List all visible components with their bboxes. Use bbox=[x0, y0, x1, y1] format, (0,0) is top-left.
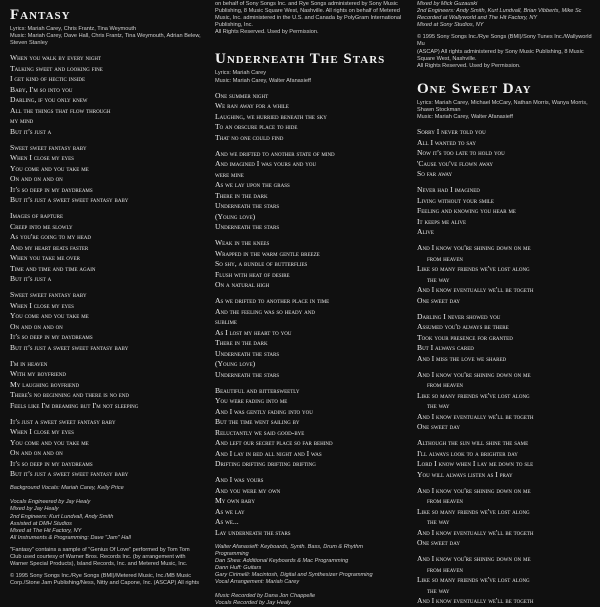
lyric-line: Sweet sweet fantasy baby bbox=[10, 290, 87, 300]
lyric-line: When you take me over bbox=[10, 253, 80, 263]
lyric-line: That no one could find bbox=[215, 132, 284, 142]
lyric-line: Underneath the stars bbox=[215, 369, 280, 379]
lyric-line: As we lay upon the grass bbox=[215, 180, 290, 190]
lyric-line: But I always cared bbox=[417, 343, 474, 353]
lyric-line: But the time went sailing by bbox=[215, 417, 300, 427]
lyric-line: Talking sweet and looking fine bbox=[10, 63, 103, 73]
lyric-stanza bbox=[10, 359, 202, 412]
lyric-line: And I know eventually we'll be togeth bbox=[417, 596, 534, 606]
lyric-line: But it's just a sweet sweet fantasy baby bbox=[10, 342, 129, 352]
lyric-line: When you walk by every night bbox=[10, 53, 102, 63]
lyric-stanza bbox=[10, 53, 202, 137]
lyric-line: And you were my own bbox=[215, 485, 281, 495]
lyric-line: There's no beginning and there is no end bbox=[10, 390, 130, 400]
songwriter-credits: Lyrics: Mariah Carey, Chris Frantz, Tina Weymouth Music: Mariah Carey, Dave Hall, Chris Frantz, Tina Weymouth, Adrian Belew, Steven Stanley bbox=[10, 26, 201, 47]
lyric-line: There in the dark bbox=[215, 190, 268, 200]
lyric-line: My own baby bbox=[215, 496, 255, 506]
lyric-stanza bbox=[417, 554, 600, 607]
lyric-line: I get kind of hectic inside bbox=[10, 74, 86, 84]
lyric-line: As we... bbox=[215, 517, 239, 527]
lyrics bbox=[215, 91, 405, 539]
lyric-line: And I was gently fading into you bbox=[215, 406, 313, 416]
lyric-line: Sorry I never told you bbox=[417, 127, 486, 137]
lyric-line: And I know eventually we'll be togeth bbox=[417, 285, 534, 295]
lyric-line: And I know you're shining down on me bbox=[417, 554, 531, 564]
lyric-line: Wrapped in the warm gentle breeze bbox=[215, 248, 320, 258]
lyric-line: When I close my eyes bbox=[10, 427, 74, 437]
lyric-stanza bbox=[215, 475, 405, 538]
lyric-line: from heaven bbox=[427, 253, 463, 263]
lyric-line: Darling, if you only knew bbox=[10, 95, 88, 105]
lyric-line: Never had I imagined bbox=[417, 185, 480, 195]
songwriter-credits: Lyrics: Mariah Carey Music: Mariah Carey, Walter Afanasieff bbox=[215, 70, 311, 84]
lyric-line: Like so many friends we've lost along bbox=[417, 575, 530, 585]
lyric-line: Like so many friends we've lost along bbox=[417, 390, 530, 400]
lyric-line: Assumed you'd always be there bbox=[417, 322, 509, 332]
copyright-notice: © 1995 Sony Songs Inc./Rye Songs (BMI)/Metered Music, Inc./MB Music Corp./Stone Jam Publishing/Ness, Nitty and Capone, Inc. (ASCAP) All rights bbox=[10, 573, 200, 587]
lyric-line: Although the sun will shine the same bbox=[417, 438, 529, 448]
lyric-line: Flush with heat of desire bbox=[215, 269, 290, 279]
lyric-line: Feeling and knowing you hear me bbox=[417, 206, 516, 216]
lyric-line: And I know you're shining down on me bbox=[417, 243, 531, 253]
lyric-line: Underneath the stars bbox=[215, 201, 280, 211]
lyric-line: Darling I never showed you bbox=[417, 311, 501, 321]
lyrics bbox=[10, 53, 202, 480]
lyric-line: Now it's too late to hold you bbox=[417, 148, 505, 158]
lyric-line: As we drifted to another place in time bbox=[215, 296, 330, 306]
lyric-line: Beautiful and bittersweetly bbox=[215, 385, 300, 395]
lyrics bbox=[417, 127, 600, 607]
lyric-line: Creep into me slowly bbox=[10, 221, 73, 231]
lyric-line: Reluctantly we said good-bye bbox=[215, 427, 305, 437]
lyric-line: It's so deep in my daydreams bbox=[10, 332, 93, 342]
lyric-line: the way bbox=[427, 274, 450, 284]
lyric-stanza bbox=[10, 143, 202, 206]
lyric-line: But it's just a bbox=[10, 274, 52, 284]
lyric-line: And I lay in bed all night and I was bbox=[215, 448, 322, 458]
lyric-stanza bbox=[417, 486, 600, 549]
lyric-line: And I miss the love we shared bbox=[417, 353, 507, 363]
lyric-stanza bbox=[417, 243, 600, 306]
lyric-line: One sweet day bbox=[417, 295, 460, 305]
lyric-line: It's so deep in my daydreams bbox=[10, 184, 93, 194]
lyric-line: With my boyfriend bbox=[10, 369, 66, 379]
lyric-line: You will always listen as I pray bbox=[417, 469, 513, 479]
lyric-line: Living without your smile bbox=[417, 195, 494, 205]
lyric-line: So shy, a bundle of butterflies bbox=[215, 259, 308, 269]
column-fantasy bbox=[10, 0, 202, 607]
lyric-line: the way bbox=[427, 401, 450, 411]
lyric-line: It's just a sweet sweet fantasy baby bbox=[10, 416, 116, 426]
lyric-line: Laughing, we hurried beneath the sky bbox=[215, 111, 327, 121]
lyric-stanza bbox=[417, 127, 600, 180]
lyric-line: One sweet day bbox=[417, 422, 460, 432]
lyric-line: from heaven bbox=[427, 380, 463, 390]
background-vocals-credit: Background Vocals: Mariah Carey, Kelly Price bbox=[10, 485, 124, 492]
lyric-line: All the things that flow through bbox=[10, 105, 111, 115]
lyric-line: And imagined I was yours and you bbox=[215, 159, 317, 169]
lyric-line: You come and you take me bbox=[10, 437, 89, 447]
lyric-line: were mine bbox=[215, 169, 244, 179]
lyric-stanza bbox=[417, 438, 600, 480]
lyric-line: Alive bbox=[417, 227, 434, 237]
songwriter-credits: Lyrics: Mariah Carey, Michael McCary, Nathan Morris, Wanya Morris, Shawn Stockman Music: Mariah Carey, Walter Afanasieff bbox=[417, 99, 588, 121]
sample-notice: "Fantasy" contains a sample of "Genius Of Love" performed by Tom Tom Club used courtesy of Warner Bros. Records Inc. (by arrangement with Warner Special Products), Island Records, Inc. and Metered Music, Inc. bbox=[10, 546, 190, 568]
lyric-line: As you're going to my head bbox=[10, 232, 91, 242]
lyric-line: My laughing boyfriend bbox=[10, 379, 80, 389]
lyric-line: (Young love) bbox=[215, 211, 256, 221]
lyric-stanza bbox=[215, 149, 405, 233]
song-title-fantasy: Fantasy bbox=[10, 7, 71, 23]
lyric-line: the way bbox=[427, 585, 450, 595]
lyric-line: I'll always look to a brighter day bbox=[417, 448, 518, 458]
lyric-line: I'm in heaven bbox=[10, 358, 48, 368]
recording-credits: Music Recorded by Dana Jon Chappelle Vocals Recorded by Jay Healy bbox=[215, 593, 316, 607]
lyric-line: Weak in the knees bbox=[215, 238, 270, 248]
lyric-stanza bbox=[417, 370, 600, 433]
lyric-line: And I know you're shining down on me bbox=[417, 485, 531, 495]
lyric-stanza bbox=[417, 185, 600, 238]
lyric-line: As I lost my heart to you bbox=[215, 327, 292, 337]
lyric-line: And we drifted to another state of mind bbox=[215, 148, 335, 158]
musician-credits: Walter Afanasieff: Keyboards, Synth. Bass, Drum & Rhythm Programming Dan Shea: Additional Keyboards & Mac Programming Dann Huff: Guitars Gary Cirimelli: Macintosh, Digital and Synthesizer Programming Vocal Arrangement: Mariah Carey bbox=[215, 543, 373, 586]
lyric-stanza bbox=[215, 91, 405, 144]
lyric-line: And I know eventually we'll be togeth bbox=[417, 411, 534, 421]
lyric-line: Like so many friends we've lost along bbox=[417, 506, 530, 516]
lyric-stanza bbox=[215, 296, 405, 380]
lyric-line: We ran away for a while bbox=[215, 101, 289, 111]
lyric-line: There in the dark bbox=[215, 338, 268, 348]
lyric-stanza bbox=[10, 211, 202, 285]
lyric-line: Time and time and time again bbox=[10, 263, 96, 273]
lyric-line: Sweet sweet fantasy baby bbox=[10, 142, 87, 152]
lyric-line: All I wanted to say bbox=[417, 137, 476, 147]
lyric-line: Drifting drifting drifting drifting bbox=[215, 459, 316, 469]
lyric-stanza bbox=[215, 386, 405, 470]
lyric-line: (Young love) bbox=[215, 359, 256, 369]
lyric-line: You were fading into me bbox=[215, 396, 288, 406]
column-underneath-the-stars bbox=[215, 0, 405, 607]
lyric-line: But it's just a sweet sweet fantasy baby bbox=[10, 469, 129, 479]
lyric-line: Images of rapture bbox=[10, 211, 64, 221]
lyric-line: When I close my eyes bbox=[10, 153, 74, 163]
lyric-line: On a natural high bbox=[215, 280, 270, 290]
lyric-line: my mind bbox=[10, 116, 34, 126]
lyric-line: And I know you're shining down on me bbox=[417, 369, 531, 379]
lyric-line: the way bbox=[427, 517, 450, 527]
lyric-line: To an obscure place to hide bbox=[215, 122, 298, 132]
lyric-line: You come and you take me bbox=[10, 163, 89, 173]
production-notes: Vocals Engineered by Jay Healy Mixed by Jay Healy 2nd Engineers: Kurt Lundvall, Andy Smith Assisted at DMH Studios Mixed at The Hit Factory, NY All Instruments & Programming: Dave "Jam" Hall bbox=[10, 499, 131, 541]
lyric-line: 'Cause you've flown away bbox=[417, 158, 493, 168]
lyric-line: But it's just a bbox=[10, 126, 52, 136]
lyric-stanza bbox=[417, 312, 600, 365]
lyric-line: Feels like I'm dreaming but I'm not sleeping bbox=[10, 400, 139, 410]
lyric-line: On and on and on bbox=[10, 174, 63, 184]
lyric-line: As we lay bbox=[215, 506, 245, 516]
song-title-underneath-the-stars: Underneath The Stars bbox=[215, 51, 386, 68]
lyric-line: And left our secret place so far behind bbox=[215, 438, 333, 448]
lyric-line: When I close my eyes bbox=[10, 300, 74, 310]
lyric-line: Lord I know when I lay me down to sle bbox=[417, 459, 534, 469]
lyric-line: So far away bbox=[417, 169, 453, 179]
lyric-line: On and on and on bbox=[10, 448, 63, 458]
lyric-stanza bbox=[10, 290, 202, 353]
publisher-notice: on behalf of Sony Songs Inc. and Rye Songs administered by Sony Music Publishing, 8 Music Square West, Nashville. All rights on behalf of Metered Music, Inc. administered in the U.S. and Canada by PolyGram International Publishing, Inc. All Rights Reserved. Used by Permission. bbox=[215, 1, 402, 36]
lyric-line: from heaven bbox=[427, 496, 463, 506]
lyric-line: Took your presence for granted bbox=[417, 332, 513, 342]
lyric-line: sublime bbox=[215, 317, 237, 327]
lyric-line: And I was yours bbox=[215, 475, 264, 485]
lyric-line: Underneath the stars bbox=[215, 348, 280, 358]
lyric-line: And the feeling was so heady and bbox=[215, 306, 315, 316]
column-one-sweet-day bbox=[417, 0, 600, 607]
lyric-stanza bbox=[10, 417, 202, 480]
lyric-line: And my heart beats faster bbox=[10, 242, 89, 252]
copyright-notice: © 1995 Sony Songs Inc./Rye Songs (BMI)/Sony Tunes Inc./Wallyworld Mu (ASCAP) All rights administered by Sony Music Publishing, 8 Music Square West, Nashville. All Rights Reserved. Used by Permission. bbox=[417, 34, 592, 69]
lyric-line: Baby, I'm so into you bbox=[10, 84, 73, 94]
lyric-line: It keeps me alive bbox=[417, 216, 467, 226]
lyric-line: You come and you take me bbox=[10, 311, 89, 321]
lyric-line: One summer night bbox=[215, 90, 269, 100]
lyric-line: Lay underneath the stars bbox=[215, 527, 291, 537]
song-title-one-sweet-day: One Sweet Day bbox=[417, 80, 532, 97]
lyric-line: And I know eventually we'll be togeth bbox=[417, 527, 534, 537]
lyric-line: Underneath the stars bbox=[215, 222, 280, 232]
lyric-stanza bbox=[215, 238, 405, 291]
lyric-line: Like so many friends we've lost along bbox=[417, 264, 530, 274]
lyric-line: It's so deep in my daydreams bbox=[10, 458, 93, 468]
lyric-line: from heaven bbox=[427, 564, 463, 574]
lyric-line: On and on and on bbox=[10, 321, 63, 331]
lyric-line: But it's just a sweet sweet fantasy baby bbox=[10, 195, 129, 205]
mixing-credits: Mixed by Mick Guzauski 2nd Engineers: Andy Smith, Kurt Lundvall, Brian Vibberts, Mike Sc Recorded at Wallyworld and The Hit Factory, NY Mixed at Sony Studios, NY bbox=[417, 1, 582, 29]
lyric-line: One sweet day bbox=[417, 538, 460, 548]
